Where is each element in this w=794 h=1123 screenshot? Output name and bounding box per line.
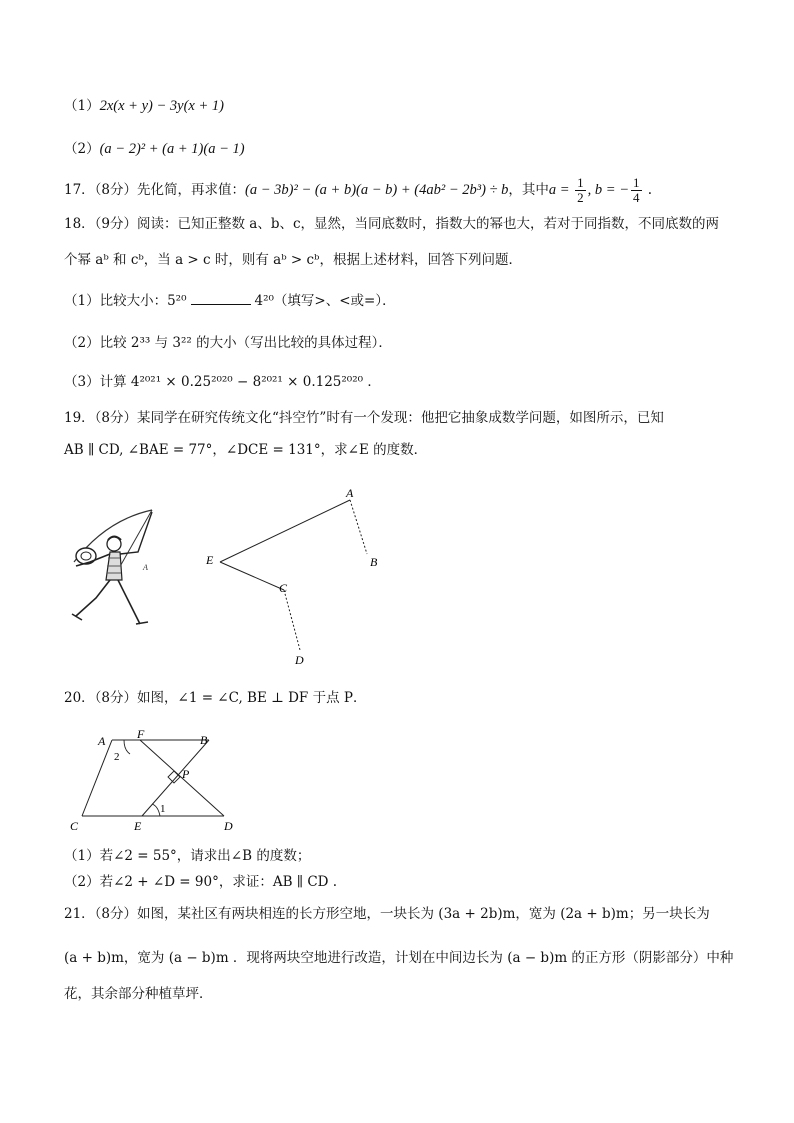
q20-geometry-figure: [64, 726, 244, 838]
q18-sub-3: （3）计算 4²⁰²¹ × 0.25²⁰²⁰ − 8²⁰²¹ × 0.125²⁰²⁰ ．: [64, 374, 381, 390]
point-e-label: E: [134, 819, 142, 833]
segment-ea: [220, 500, 350, 562]
point-b-label: B: [370, 555, 378, 569]
angle-1-label: 1: [160, 803, 166, 815]
q17-b-numerator: 1: [633, 175, 640, 190]
segment-cd: [284, 590, 300, 650]
problem-1-label: （1）: [64, 98, 100, 114]
q18-answer-blank[interactable]: [191, 290, 251, 305]
point-c-label: C: [279, 581, 288, 595]
point-a-label: A: [346, 486, 354, 500]
q17-a-denominator: 2: [577, 190, 584, 205]
point-c-label: C: [70, 819, 79, 833]
point-p-label: P: [182, 767, 190, 781]
q21-line-1: 21．（8分）如图，某社区有两块相连的长方形空地，一块长为 (3a + 2b)m，宽为 (2a + b)m；另一块长为: [64, 906, 710, 922]
q20-sub-2: （2）若∠2 + ∠D = 90°，求证：AB ∥ CD .: [64, 874, 338, 890]
q17-a-numerator: 1: [577, 175, 584, 190]
q19-line-1: 19．（8分）某同学在研究传统文化“抖空竹”时有一个发现：他把它抽象成数学问题，如图所示，已知: [64, 410, 664, 426]
kongzhu-label-a: A: [143, 563, 148, 572]
q17-a-fraction: [575, 176, 586, 205]
point-a-label: A: [98, 734, 106, 748]
problem-2-label: （2）: [64, 141, 100, 157]
q18-sub-2: （2）比较 2³³ 与 3²² 的大小（写出比较的具体过程）．: [64, 335, 392, 351]
q18-sub-1-left: （1）比较大小：5²⁰: [64, 293, 187, 309]
q17-tail: .: [643, 182, 653, 198]
q18-sub-1: [64, 290, 396, 311]
problem-2: [64, 139, 245, 159]
point-f-label: F: [137, 727, 145, 741]
segment-ac: [82, 740, 112, 816]
problem-1-expression: 2x(x + y) − 3y(x + 1): [99, 98, 224, 114]
right-angle-mark: [168, 771, 180, 783]
q18-line-1: 18．（9分）阅读：已知正整数 a、b、c，显然，当同底数时，指数大的幂也大，若对于同指数，不同底数的两: [64, 216, 720, 232]
segment-ec: [220, 562, 284, 590]
problem-1: [64, 96, 224, 116]
q17-b-denominator: 4: [633, 190, 640, 205]
q19-geometry-figure: [200, 482, 400, 672]
angle-1-arc: [152, 804, 160, 816]
q18-line-2: 个幂 aᵇ 和 cᵇ，当 a > c 时，则有 aᵇ > cᵇ，根据上述材料，回答下列问题．: [64, 252, 522, 268]
q20-line-1: 20．（8分）如图，∠1 = ∠C, BE ⊥ DF 于点 P．: [64, 690, 367, 706]
q17-b-fraction: [631, 176, 642, 205]
q17-condition-text: ，其中: [508, 182, 549, 198]
point-d-label: D: [224, 819, 233, 833]
point-d-label: D: [295, 653, 304, 667]
kongzhu-player-illustration: [66, 500, 162, 630]
q17-b-prefix: , b = −: [587, 182, 629, 198]
segment-ab: [350, 500, 367, 554]
q17-expression: (a − 3b)² − (a + b)(a − b) + (4ab² − 2b³) ÷ b: [245, 182, 509, 198]
q17-heading: 17．（8分）先化简，再求值：: [64, 182, 246, 198]
problem-2-expression: (a − 2)² + (a + 1)(a − 1): [99, 141, 245, 157]
point-b-label: B: [200, 733, 208, 747]
q21-line-2: (a + b)m，宽为 (a − b)m ．现将两块空地进行改造，计划在中间边长为 (a − b)m 的正方形（阴影部分）中种: [64, 950, 734, 966]
q19-line-2: AB ∥ CD, ∠BAE = 77°，∠DCE = 131°，求∠E 的度数．: [64, 442, 428, 458]
q17-a-prefix: a =: [548, 182, 574, 198]
q21-line-3: 花，其余部分种植草坪．: [64, 986, 213, 1002]
q18-sub-1-right: 4²⁰（填写>、<或=）．: [254, 293, 396, 309]
point-e-label: E: [206, 553, 214, 567]
question-17: [64, 176, 652, 205]
angle-2-arc: [124, 740, 130, 754]
angle-2-label: 2: [114, 751, 120, 763]
q20-sub-1: （1）若∠2 = 55°，请求出∠B 的度数；: [64, 848, 311, 864]
